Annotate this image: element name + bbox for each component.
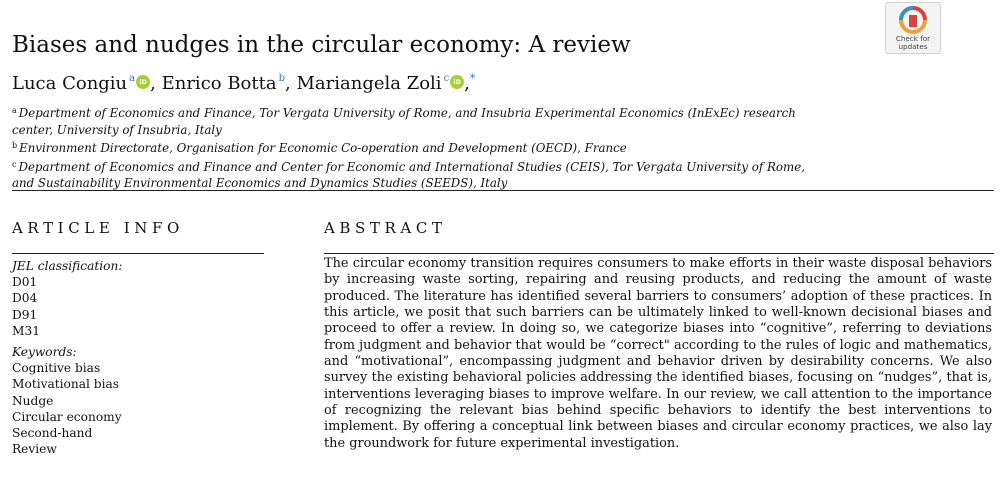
abstract-text: The circular economy transition requires consumers to make efforts in their waste disposal behaviors by increasing waste sorting, repairing and reusing products, and reducing the amount of waste produced. The literature has identified several barriers to consumers’ adoption of these practices. In this article, we posit that such barriers can be ultimately linked to well-known decisional biases and proceed to offer a review. In doing so, we categorize biases into “cognitive”, referring to deviations from judgment and behavior that would be “correct" according to the rules of logic and mathematics, and “motivational”, encompassing judgment and behavior driven by desirability concerns. We also survey the existing behavioral policies addressing the identified biases, focusing on “nudges”, that is, interventions leveraging biases to improve welfare. In our review, we call attention to the importance of recognizing the relevant bias behind specific behaviors to identify the best interventions to implement. By offering a conceptual link between biases and circular economy practices, we also lay the groundwork for future experimental investigation. (324, 256, 992, 451)
author-separator: , (464, 73, 470, 94)
keyword: Second-hand (12, 426, 93, 441)
keyword: Nudge (12, 393, 54, 408)
corresponding-author-icon[interactable]: * (469, 72, 476, 85)
article-info-panel (12, 258, 262, 457)
author-separator: , (285, 73, 291, 94)
affiliations (12, 103, 812, 192)
author-separator: , (150, 73, 156, 94)
affiliation-b: $^b$ Environment Directorate, Organisation for Economic Co-operation and Development (OECD), France (12, 141, 627, 155)
jel-code: D01 (12, 275, 38, 290)
author-list (12, 72, 475, 94)
orcid-icon[interactable]: iD (136, 75, 150, 89)
keyword: Review (12, 442, 57, 457)
keywords-label: Keywords: (12, 345, 77, 360)
author-name[interactable]: Luca Congiu (12, 73, 128, 94)
badge-line-2: updates (898, 42, 928, 51)
keyword: Circular economy (12, 409, 122, 424)
affiliation-marker[interactable]: b (278, 73, 285, 84)
affiliation-marker[interactable]: a (129, 73, 136, 84)
abstract-heading: ABSTRACT (324, 219, 447, 237)
keyword: Cognitive bias (12, 361, 101, 376)
article-title: Biases and nudges in the circular economy: A review (12, 32, 631, 58)
jel-label: JEL classification: (12, 259, 123, 273)
jel-code: D91 (12, 307, 38, 322)
author-name[interactable]: Mariangela Zoli (296, 73, 442, 94)
affiliation-c: $^c$ Department of Economics and Finance and Center for Economic and International Studies (CEIS), Tor Vergata University of Rome, and Sustainability Environmental Economics and Dynamics Studies (SEEDS), Italy (12, 159, 805, 190)
header-divider (12, 190, 994, 191)
article-info-divider (12, 253, 264, 254)
author-name[interactable]: Enrico Botta (161, 73, 277, 94)
keyword: Motivational bias (12, 377, 120, 392)
orcid-icon[interactable]: iD (450, 75, 464, 89)
jel-code: D04 (12, 291, 38, 306)
jel-code: M31 (12, 323, 40, 338)
affiliation-marker[interactable]: c (443, 73, 450, 84)
badge-line-1: Check for (895, 34, 931, 43)
abstract-divider (324, 253, 994, 254)
article-info-heading: ARTICLE INFO (12, 219, 184, 237)
crossmark-icon (899, 6, 927, 34)
affiliation-a: $^a$ Department of Economics and Finance, Tor Vergata University of Rome, and Insubria Experimental Economics (InExEc) research center, University of Insubria, Italy (12, 106, 796, 137)
check-for-updates-badge[interactable] (885, 2, 941, 54)
